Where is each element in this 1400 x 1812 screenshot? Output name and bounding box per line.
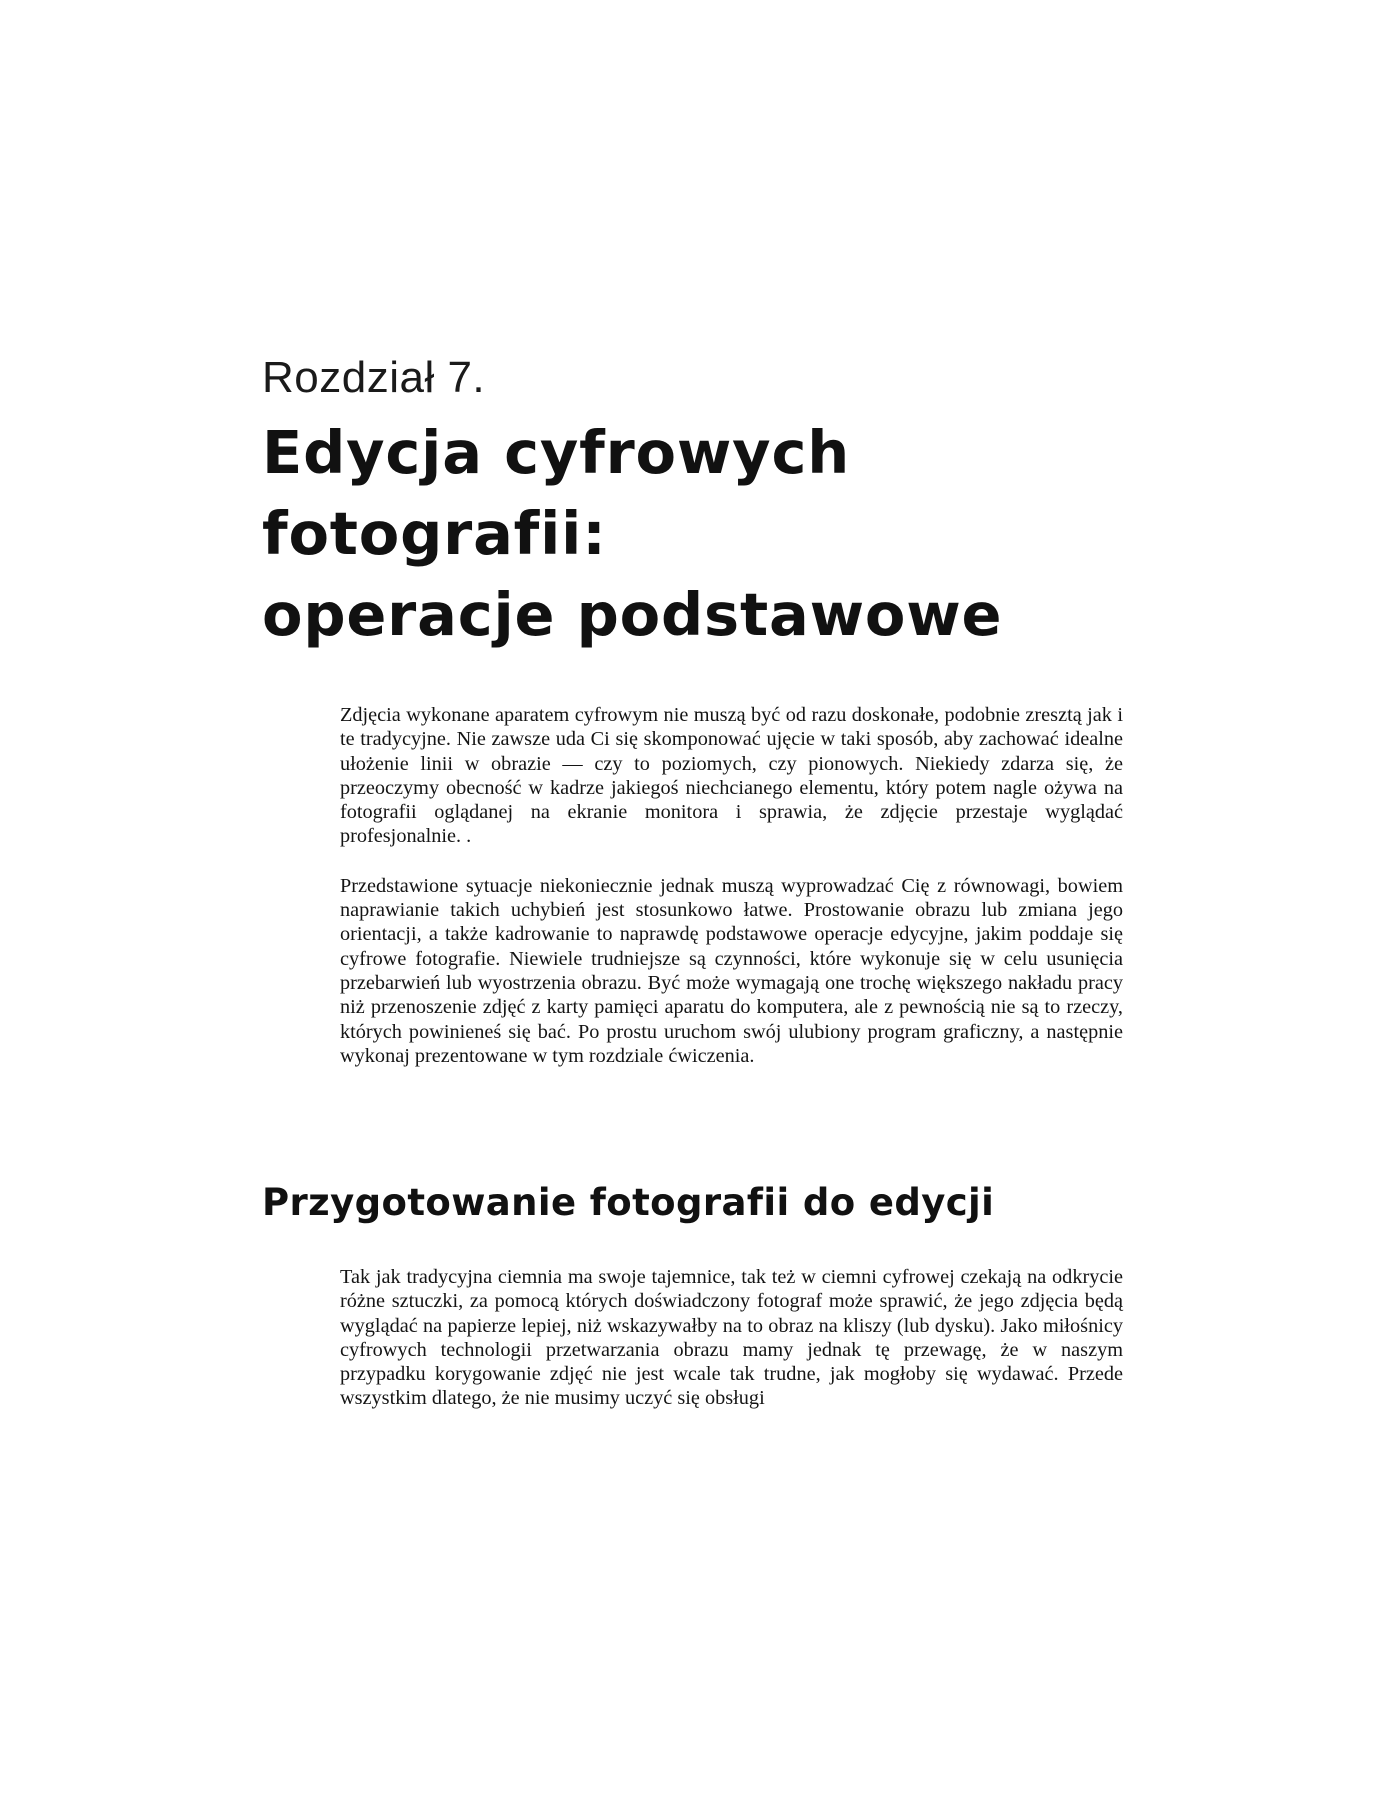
chapter-title-line: operacje podstawowe bbox=[262, 580, 1003, 649]
section-paragraph: Tak jak tradycyjna ciemnia ma swoje tajemnice, tak też w ciemni cyfrowej czekają na odkrycie różne sztuczki, za pomocą których doświadczony fotograf może sprawić, że jego zdjęcia będą wyglądać na papierze lepiej, niż wskazywałby na to obraz na kliszy (lub dysku). Jako miłośnicy cyfrowych technologii przetwarzania obrazu mamy jednak tę przewagę, że w naszym przypadku korygowanie zdjęć nie jest wcale tak trudne, jak mogłoby się wydawać. Przede wszystkim dlatego, że nie musimy uczyć się obsługi bbox=[340, 1266, 1123, 1410]
intro-paragraph: Zdjęcia wykonane aparatem cyfrowym nie muszą być od razu doskonałe, podobnie zresztą jak i te tradycyjne. Nie zawsze uda Ci się skomponować ujęcie w taki sposób, aby zachować idealne ułożenie linii w obrazie — czy to poziomych, czy pionowych. Niekiedy zdarza się, że przeoczymy obecność w kadrze jakiegoś niechcianego elementu, który potem nagle ożywa na fotografii oglądanej na ekranie monitora i sprawia, że zdjęcie przestaje wyglądać profesjonalnie. . bbox=[340, 704, 1123, 848]
intro-paragraph: Przedstawione sytuacje niekoniecznie jednak muszą wyprowadzać Cię z równowagi, bowiem naprawianie takich uchybień jest stosunkowo łatwe. Prostowanie obrazu lub zmiana jego orientacji, a także kadrowanie to naprawdę podstawowe operacje edycyjne, jakim poddaje się cyfrowe fotografie. Niewiele trudniejsze są czynności, które wykonuje się w celu usunięcia przebarwień lub wyostrzenia obrazu. Być może wymagają one trochę większego nakładu pracy niż przenoszenie zdjęć z karty pamięci aparatu do komputera, ale z pewnością nie są to rzeczy, których powinieneś się bać. Po prostu uruchom swój ulubiony program graficzny, a następnie wykonaj prezentowane w tym rozdziale ćwiczenia. bbox=[340, 874, 1123, 1067]
section-body bbox=[340, 1265, 1123, 1436]
chapter-title-line: Edycja cyfrowych bbox=[262, 418, 851, 487]
chapter-title-line: fotografii: bbox=[262, 499, 607, 568]
section-heading: Przygotowanie fotografii do edycji bbox=[262, 1181, 995, 1224]
chapter-title bbox=[262, 412, 1262, 655]
chapter-number-label: Rozdział 7. bbox=[262, 353, 486, 402]
chapter-introduction bbox=[340, 703, 1123, 1093]
